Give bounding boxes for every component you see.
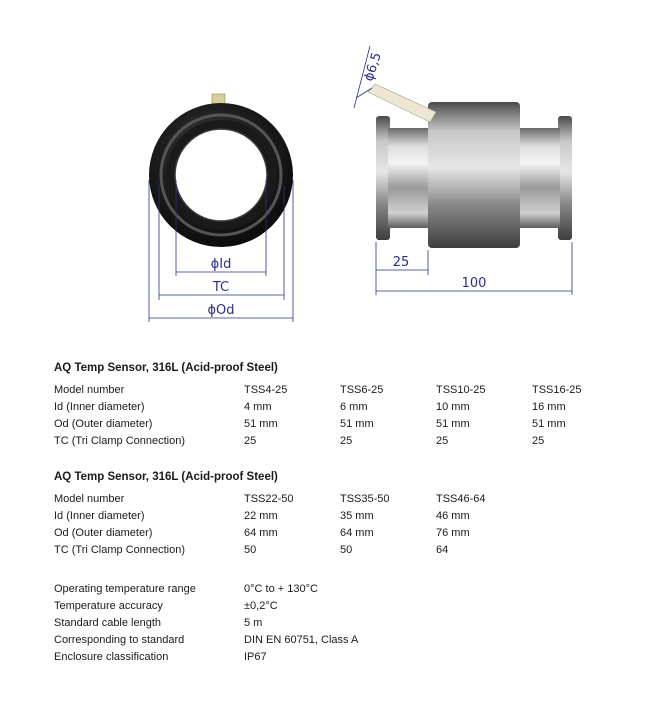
table-row bbox=[54, 381, 628, 398]
cell: 25 bbox=[244, 434, 257, 447]
spec-value: 5 m bbox=[244, 616, 263, 629]
cell: 35 mm bbox=[340, 509, 374, 522]
cell: 64 mm bbox=[340, 526, 374, 539]
cell: 10 mm bbox=[436, 400, 470, 413]
row-label: Id (Inner diameter) bbox=[54, 400, 145, 413]
table-title: AQ Temp Sensor, 316L (Acid-proof Steel) bbox=[54, 471, 278, 483]
row-label: TC (Tri Clamp Connection) bbox=[54, 543, 186, 556]
cell: TSS22-50 bbox=[244, 492, 294, 505]
right-flange bbox=[558, 116, 572, 240]
row-label: Model number bbox=[54, 492, 125, 505]
spec-row bbox=[54, 597, 358, 614]
spec-value: DIN EN 60751, Class A bbox=[244, 633, 359, 646]
spec-row bbox=[54, 648, 358, 665]
row-label: Id (Inner diameter) bbox=[54, 509, 145, 522]
cell: 76 mm bbox=[436, 526, 470, 539]
cell: TSS6-25 bbox=[340, 383, 384, 396]
table-row bbox=[54, 541, 532, 558]
table-row bbox=[54, 524, 532, 541]
spec-row bbox=[54, 614, 358, 631]
cable-diameter-label: ϕ6,5 bbox=[361, 50, 385, 84]
row-label: Od (Outer diameter) bbox=[54, 417, 153, 430]
table-row bbox=[54, 432, 628, 449]
side-view bbox=[354, 46, 572, 295]
spec-label: Corresponding to standard bbox=[54, 633, 185, 646]
cell: TSS10-25 bbox=[436, 383, 486, 396]
cell: 51 mm bbox=[244, 417, 278, 430]
cell: 16 mm bbox=[532, 400, 566, 413]
cell: 25 bbox=[340, 434, 353, 447]
row-label: Od (Outer diameter) bbox=[54, 526, 153, 539]
spec-value: ±0,2°C bbox=[244, 599, 278, 612]
total-length-label: 100 bbox=[461, 276, 487, 291]
cell: 4 mm bbox=[244, 400, 272, 413]
cell: 25 bbox=[436, 434, 449, 447]
table-row bbox=[54, 507, 532, 524]
spec-row bbox=[54, 631, 358, 648]
table-row bbox=[54, 490, 532, 507]
spec-table-2 bbox=[54, 471, 532, 558]
spec-value: IP67 bbox=[244, 650, 267, 663]
cell: 64 bbox=[436, 543, 449, 556]
flange-length-label: 25 bbox=[392, 255, 410, 270]
tc-dimension-label: TC bbox=[212, 280, 230, 295]
cell: 51 mm bbox=[340, 417, 374, 430]
left-flange bbox=[376, 116, 390, 240]
od-dimension-label: ϕOd bbox=[207, 303, 235, 318]
cell: 22 mm bbox=[244, 509, 278, 522]
general-specs bbox=[54, 580, 358, 665]
table-title: AQ Temp Sensor, 316L (Acid-proof Steel) bbox=[54, 362, 278, 374]
sensor-body bbox=[428, 102, 520, 248]
id-dimension-label: ϕId bbox=[210, 257, 232, 272]
spec-row bbox=[54, 580, 358, 597]
cell: 64 mm bbox=[244, 526, 278, 539]
row-label: Model number bbox=[54, 383, 125, 396]
table-row bbox=[54, 398, 628, 415]
spec-table-1 bbox=[54, 362, 628, 449]
spec-value: 0°C to + 130°C bbox=[244, 582, 318, 595]
cell: TSS46-64 bbox=[436, 492, 486, 505]
cell: TSS35-50 bbox=[340, 492, 390, 505]
cell: TSS4-25 bbox=[244, 383, 288, 396]
cell: TSS16-25 bbox=[532, 383, 582, 396]
cell: 6 mm bbox=[340, 400, 368, 413]
cell: 50 bbox=[244, 543, 257, 556]
cell: 50 bbox=[340, 543, 353, 556]
cell: 51 mm bbox=[436, 417, 470, 430]
spec-label: Temperature accuracy bbox=[54, 599, 163, 612]
table-row bbox=[54, 415, 628, 432]
spec-label: Enclosure classification bbox=[54, 650, 169, 663]
cell: 51 mm bbox=[532, 417, 566, 430]
spec-label: Operating temperature range bbox=[54, 582, 196, 595]
cell: 46 mm bbox=[436, 509, 470, 522]
front-view bbox=[149, 94, 293, 322]
spec-label: Standard cable length bbox=[54, 616, 162, 629]
cell: 25 bbox=[532, 434, 545, 447]
technical-drawing bbox=[0, 0, 672, 340]
row-label: TC (Tri Clamp Connection) bbox=[54, 434, 186, 447]
